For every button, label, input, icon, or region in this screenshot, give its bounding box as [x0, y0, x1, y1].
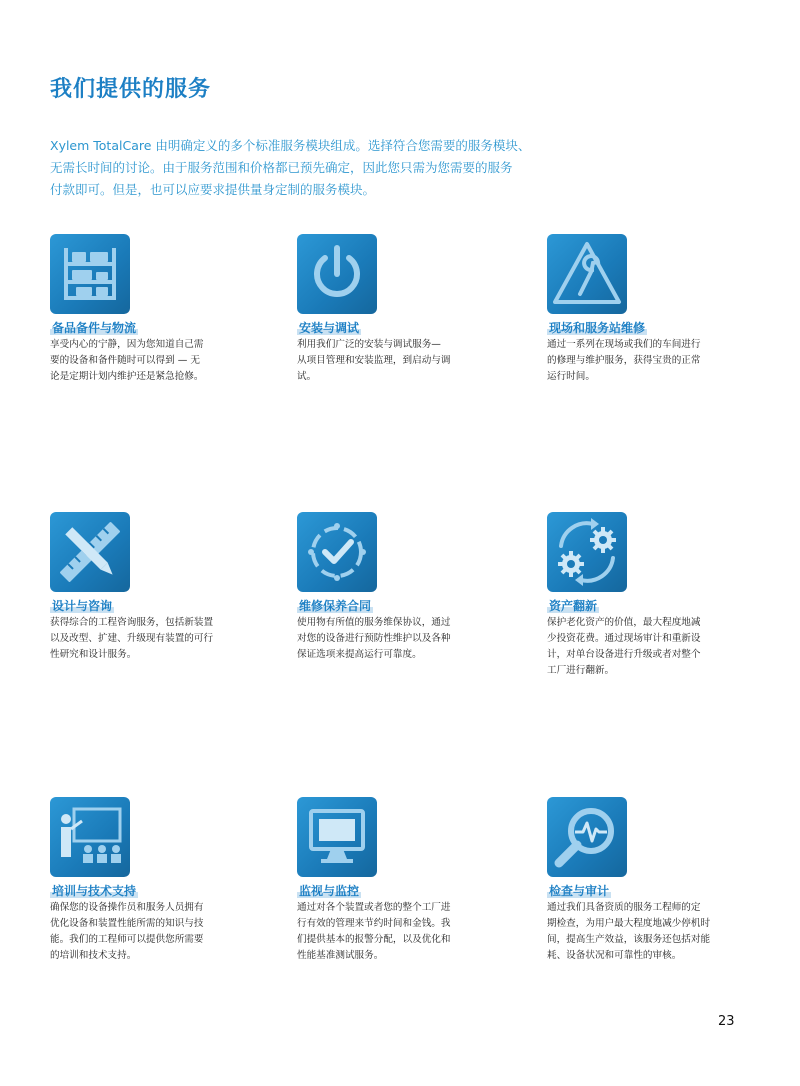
- service-card-design: [50, 512, 240, 663]
- service-card-maintenance-contract: [297, 512, 487, 663]
- service-title: 备品备件与物流: [52, 321, 137, 335]
- service-description: 通过我们具备资质的服务工程师的定 期检查，为用户最大程度地减少停机时 间，提高生产效益，该服务还包括对能 耗、设备状况和可靠性的审核。: [547, 902, 711, 961]
- service-title: 监视与监控: [299, 884, 360, 898]
- service-card-repair: [547, 234, 737, 385]
- intro-line: Xylem TotalCare 由明确定义的多个标准服务模块组成。选择符合您需要的服务模块、: [50, 138, 531, 153]
- pencil-ruler-icon: [50, 512, 130, 592]
- service-description: 利用我们广泛的安装与调试服务— 从项目管理和安装监理，到启动与调 试。: [297, 339, 451, 382]
- intro-line: 付款即可。但是，也可以应要求提供量身定制的服务模块。: [50, 182, 376, 197]
- service-description: 享受内心的宁静，因为您知道自己需 要的设备和备件随时可以得到 — 无 论是定期计划内维护还是紧急抢修。: [50, 339, 204, 382]
- service-title: 现场和服务站维修: [549, 321, 646, 335]
- service-card-training: [50, 797, 240, 964]
- service-title: 安装与调试: [299, 321, 360, 335]
- service-description: 使用物有所值的服务维保协议，通过 对您的设备进行预防性维护以及各种 保证选项来提高运行可靠度。: [297, 617, 451, 660]
- service-description: 保护老化资产的价值，最大程度地减 少投资花费。通过现场审计和重新设 计，对单台设备进行升级或者对整个 工厂进行翻新。: [547, 617, 701, 676]
- service-title: 设计与咨询: [52, 599, 113, 613]
- intro-line: 无需长时间的讨论。由于服务范围和价格都已预先确定，因此您只需为您需要的服务: [50, 160, 513, 175]
- service-card-installation: [297, 234, 487, 385]
- service-description: 确保您的设备操作员和服务人员拥有 优化设备和装置性能所需的知识与技 能。我们的工程师可以提供您所需要 的培训和技术支持。: [50, 902, 204, 961]
- intro-paragraph: [50, 135, 610, 201]
- warning-wrench-icon: [547, 234, 627, 314]
- checkmark-circle-icon: [297, 512, 377, 592]
- service-card-spare-parts: [50, 234, 240, 385]
- power-icon: [297, 234, 377, 314]
- service-description: 通过一系列在现场或我们的车间进行 的修理与维护服务，获得宝贵的正常 运行时间。: [547, 339, 701, 382]
- service-title: 培训与技术支持: [52, 884, 137, 898]
- service-description: 通过对各个装置或者您的整个工厂进 行有效的管理来节约时间和金钱。我 们提供基本的报警分配，以及优化和 性能基准测试服务。: [297, 902, 451, 961]
- service-card-monitoring: [297, 797, 487, 964]
- page-number: 23: [718, 1014, 735, 1029]
- monitor-icon: [297, 797, 377, 877]
- service-description: 获得综合的工程咨询服务，包括新装置 以及改型、扩建、升级现有装置的可行 性研究和设计服务。: [50, 617, 214, 660]
- gears-refresh-icon: [547, 512, 627, 592]
- page-title: 我们提供的服务: [50, 77, 212, 102]
- service-card-inspection: [547, 797, 737, 964]
- service-title: 维修保养合同: [299, 599, 372, 613]
- training-presenter-icon: [50, 797, 130, 877]
- service-title: 检查与审计: [549, 884, 610, 898]
- service-title: 资产翻新: [549, 599, 598, 613]
- service-card-refurbishment: [547, 512, 737, 679]
- magnifier-pulse-icon: [547, 797, 627, 877]
- warehouse-shelf-icon: [50, 234, 130, 314]
